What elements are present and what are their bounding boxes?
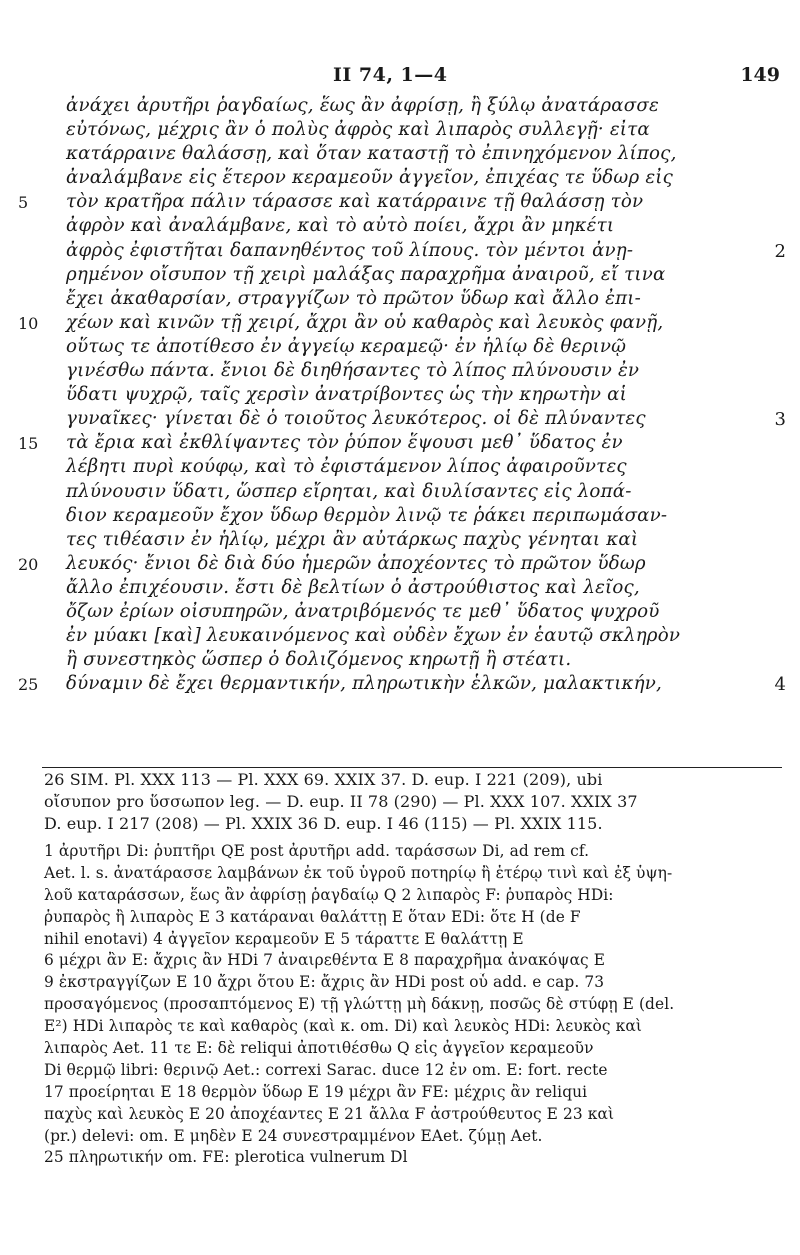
line-text: εὐτόνως, μέχρις ἂν ὁ πολὺς ἀφρὸς καὶ λιπαρὸς συλλεγῇ· εἶτα [66,119,650,141]
text-line [0,240,800,264]
text-line [0,384,800,408]
margin-chapter-number: 2 [774,240,786,262]
text-line [0,649,800,673]
text-line [0,119,800,143]
testimonia-text: οἴσυπον pro ὕσσωπον leg. — D. eup. II 78 (290) — Pl. XXX 107. XXIX 37 [44,792,638,811]
text-line [0,360,800,384]
line-text: λευκός· ἔνιοι δὲ διὰ δύο ἡμερῶν ἀποχέοντες τὸ πρῶτον ὕδωρ [66,552,646,574]
page-number: 149 [740,64,780,86]
line-text: ρημένον οἴσυπον τῇ χειρὶ μαλάξας παραχρῆμα ἀναιροῦ, εἴ τινα [66,263,666,285]
text-line [0,673,800,697]
line-text: κατάρραινε θαλάσσῃ, καὶ ὅταν καταστῇ τὸ ἐπινηχόμενον λίπος, [66,143,677,165]
apparatus-line [0,1039,800,1061]
text-line [0,408,800,432]
apparatus-line [0,995,800,1017]
line-text: γινέσθω πάντα. ἔνιοι δὲ διηθήσαντες τὸ λίπος πλύνουσιν ἐν [66,360,640,382]
text-line [0,191,800,215]
greek-main-text [0,95,800,697]
testimonia-line [0,814,800,836]
apparatus-line [0,930,800,952]
apparatus-line [0,1017,800,1039]
apparatus-line [0,1127,800,1149]
text-line [0,312,800,336]
text-line [0,505,800,529]
apparatus-line [0,886,800,908]
line-text: ἔχει ἀκαθαρσίαν, στραγγίζων τὸ πρῶτον ὕδωρ καὶ ἄλλο ἐπι- [66,287,641,309]
line-text: ἐν μύακι [καὶ] λευκαινόμενος καὶ οὐδὲν ἔχων ἐν ἑαυτῷ σκληρὸν [66,625,681,647]
apparatus-line [0,951,800,973]
apparatus-text: 6 μέχρι ἂν E: ἄχρις ἂν HDi 7 ἀναιρεθέντα E 8 παραχρῆμα ἀνακόψας E [44,951,606,970]
apparatus-text: λοῦ καταράσσων, ἕως ἂν ἀφρίσῃ ῥαγδαίῳ Q 2 λιπαρὸς F: ῥυπαρὸς HDi: [44,885,614,904]
line-number: 25 [18,675,39,695]
line-text: διον κεραμεοῦν ἔχον ὕδωρ θερμὸν λινῷ τε ῥάκει περιπωμάσαν- [66,504,668,526]
margin-chapter-number: 3 [774,409,786,431]
critical-apparatus [0,842,800,1170]
line-text: πλύνουσιν ὕδατι, ὥσπερ εἴρηται, καὶ διυλίσαντες εἰς λοπά- [66,480,632,502]
apparatus-line [0,973,800,995]
line-number: 15 [18,434,39,454]
apparatus-text: E²) HDi λιπαρὸς τε καὶ καθαρὸς (καὶ κ. om. Di) καὶ λευκὸς HDi: λευκὸς καὶ [44,1017,642,1036]
apparatus-line [0,1061,800,1083]
testimonia-line [0,770,800,792]
apparatus-text: 1 ἀρυτῆρι Di: ῥυπτῆρι QE post ἀρυτῆρι add. ταράσσων Di, ad rem cf. [44,842,590,860]
line-text: ἀνάχει ἀρυτῆρι ῥαγδαίως, ἕως ἂν ἀφρίσῃ, ἢ ξύλῳ ἀνατάρασσε [66,95,659,116]
apparatus-divider-rule [42,767,782,768]
text-line [0,264,800,288]
apparatus-text: nihil enotavi) 4 ἀγγεῖον κεραμεοῦν E 5 τάραττε E θαλάττῃ E [44,929,524,948]
apparatus-text: παχὺς καὶ λευκὸς E 20 ἀποχέαντες E 21 ἄλλα F ἀστρούθευτος E 23 καὶ [44,1104,615,1123]
testimonia-block [0,770,800,836]
text-line [0,625,800,649]
line-number: 20 [18,554,39,574]
text-line [0,336,800,360]
apparatus-text: λιπαρὸς Aet. 11 τε E: δὲ reliqui ἀποτιθέσθω Q εἰς ἀγγεῖον κεραμεοῦν [44,1039,594,1058]
line-text: ἀφρὸν καὶ ἀναλάμβανε, καὶ τὸ αὐτὸ ποίει, ἄχρι ἂν μηκέτι [66,215,615,237]
line-number: 10 [18,313,39,333]
line-text: δύναμιν δὲ ἔχει θερμαντικήν, πληρωτικὴν ἑλκῶν, μαλακτικήν, [66,673,662,695]
line-text: τες τιθέασιν ἐν ἡλίῳ, μέχρι ἂν αὐτάρκως παχὺς γένηται καὶ [66,528,639,550]
text-line [0,481,800,505]
text-line [0,529,800,553]
line-text: χέων καὶ κινῶν τῇ χειρί, ἄχρι ἂν οὗ καθαρὸς καὶ λευκὸς φανῇ, [66,311,664,333]
testimonia-line [0,792,800,814]
apparatus-text: (pr.) delevi: om. E μηδὲν E 24 συνεστραμμένον EAet. ζύμῃ Aet. [44,1126,543,1145]
line-text: τὸν κρατῆρα πάλιν τάρασσε καὶ κατάρραινε τῇ θαλάσσῃ τὸν [66,191,644,213]
line-text: ἄλλο ἐπιχέουσιν. ἔστι δὲ βελτίων ὁ ἀστρούθιστος καὶ λεῖος, [66,576,640,598]
text-line [0,95,800,119]
section-reference: II 74, 1—4 [333,64,448,86]
apparatus-line [0,842,800,864]
line-text: ὕδατι ψυχρῷ, ταῖς χερσὶν ἀνατρίβοντες ὡς τὴν κηρωτὴν αἱ [66,384,627,406]
text-line [0,167,800,191]
text-line [0,143,800,167]
text-line [0,456,800,480]
apparatus-text: 17 προείρηται E 18 θερμὸν ὕδωρ E 19 μέχρι ἂν FE: μέχρις ἂν reliqui [44,1082,588,1101]
testimonia-text: D. eup. I 217 (208) — Pl. XXIX 36 D. eup. I 46 (115) — Pl. XXIX 115. [44,814,603,833]
apparatus-line [0,908,800,930]
text-line [0,288,800,312]
line-text: λέβητι πυρὶ κούφῳ, καὶ τὸ ἐφιστάμενον λίπος ἀφαιροῦντες [66,456,627,478]
text-line [0,432,800,456]
line-text: οὕτως τε ἀποτίθεσο ἐν ἀγγείῳ κεραμεῷ· ἐν ἡλίῳ δὲ θερινῷ [66,335,627,357]
apparatus-text: προσαγόμενος (προσαπτόμενος E) τῇ γλώττῃ μὴ δάκνῃ, ποσῶς δὲ στύφῃ E (del. [44,995,675,1014]
line-number: 5 [18,193,29,213]
line-text: ἢ συνεστηκὸς ὥσπερ ὁ δολιζόμενος κηρωτῇ ἢ στέατι. [66,649,572,671]
text-line [0,215,800,239]
apparatus-text: ῥυπαρὸς ἢ λιπαρὸς E 3 κατάραναι θαλάττῃ E ὅταν EDi: ὅτε H (de F [44,907,581,926]
text-line [0,577,800,601]
running-header [0,64,800,94]
margin-chapter-number: 4 [774,674,786,696]
apparatus-text: 25 πληρωτικήν om. FE: plerotica vulnerum Dl [44,1148,408,1167]
apparatus-text: 9 ἐκστραγγίζων E 10 ἄχρι ὅτου E: ἄχρις ἂν HDi post οὗ add. e cap. 73 [44,973,605,992]
testimonia-text: 26 SIM. Pl. XXX 113 — Pl. XXX 69. XXIX 37. D. eup. I 221 (209), ubi [44,770,603,789]
apparatus-line [0,1083,800,1105]
line-text: τὰ ἔρια καὶ ἐκθλίψαντες τὸν ῥύπον ἕψουσι μεθ᾽ ὕδατος ἐν [66,432,623,454]
line-text: ἀναλάμβανε εἰς ἕτερον κεραμεοῦν ἀγγεῖον, ἐπιχέας τε ὕδωρ εἰς [66,167,673,189]
apparatus-text: Aet. l. s. ἀνατάρασσε λαμβάνων ἐκ τοῦ ὑγροῦ ποτηρίῳ ἢ ἑτέρῳ τινὶ καὶ ἐξ ὑψη- [44,863,673,882]
apparatus-line [0,1105,800,1127]
apparatus-line [0,1148,800,1170]
apparatus-text: Di θερμῷ libri: θερινῷ Aet.: correxi Sarac. duce 12 ἐν om. E: fort. recte [44,1060,608,1079]
text-line [0,601,800,625]
text-line [0,553,800,577]
line-text: ἀφρὸς ἐφιστῆται δαπανηθέντος τοῦ λίπους. τὸν μέντοι ἀνῃ- [66,239,634,261]
apparatus-line [0,864,800,886]
line-text: ὄζων ἐρίων οἰσυπηρῶν, ἀνατριβόμενός τε μεθ᾽ ὕδατος ψυχροῦ [66,600,660,622]
line-text: γυναῖκες· γίνεται δὲ ὁ τοιοῦτος λευκότερος. οἱ δὲ πλύναντες [66,408,646,430]
